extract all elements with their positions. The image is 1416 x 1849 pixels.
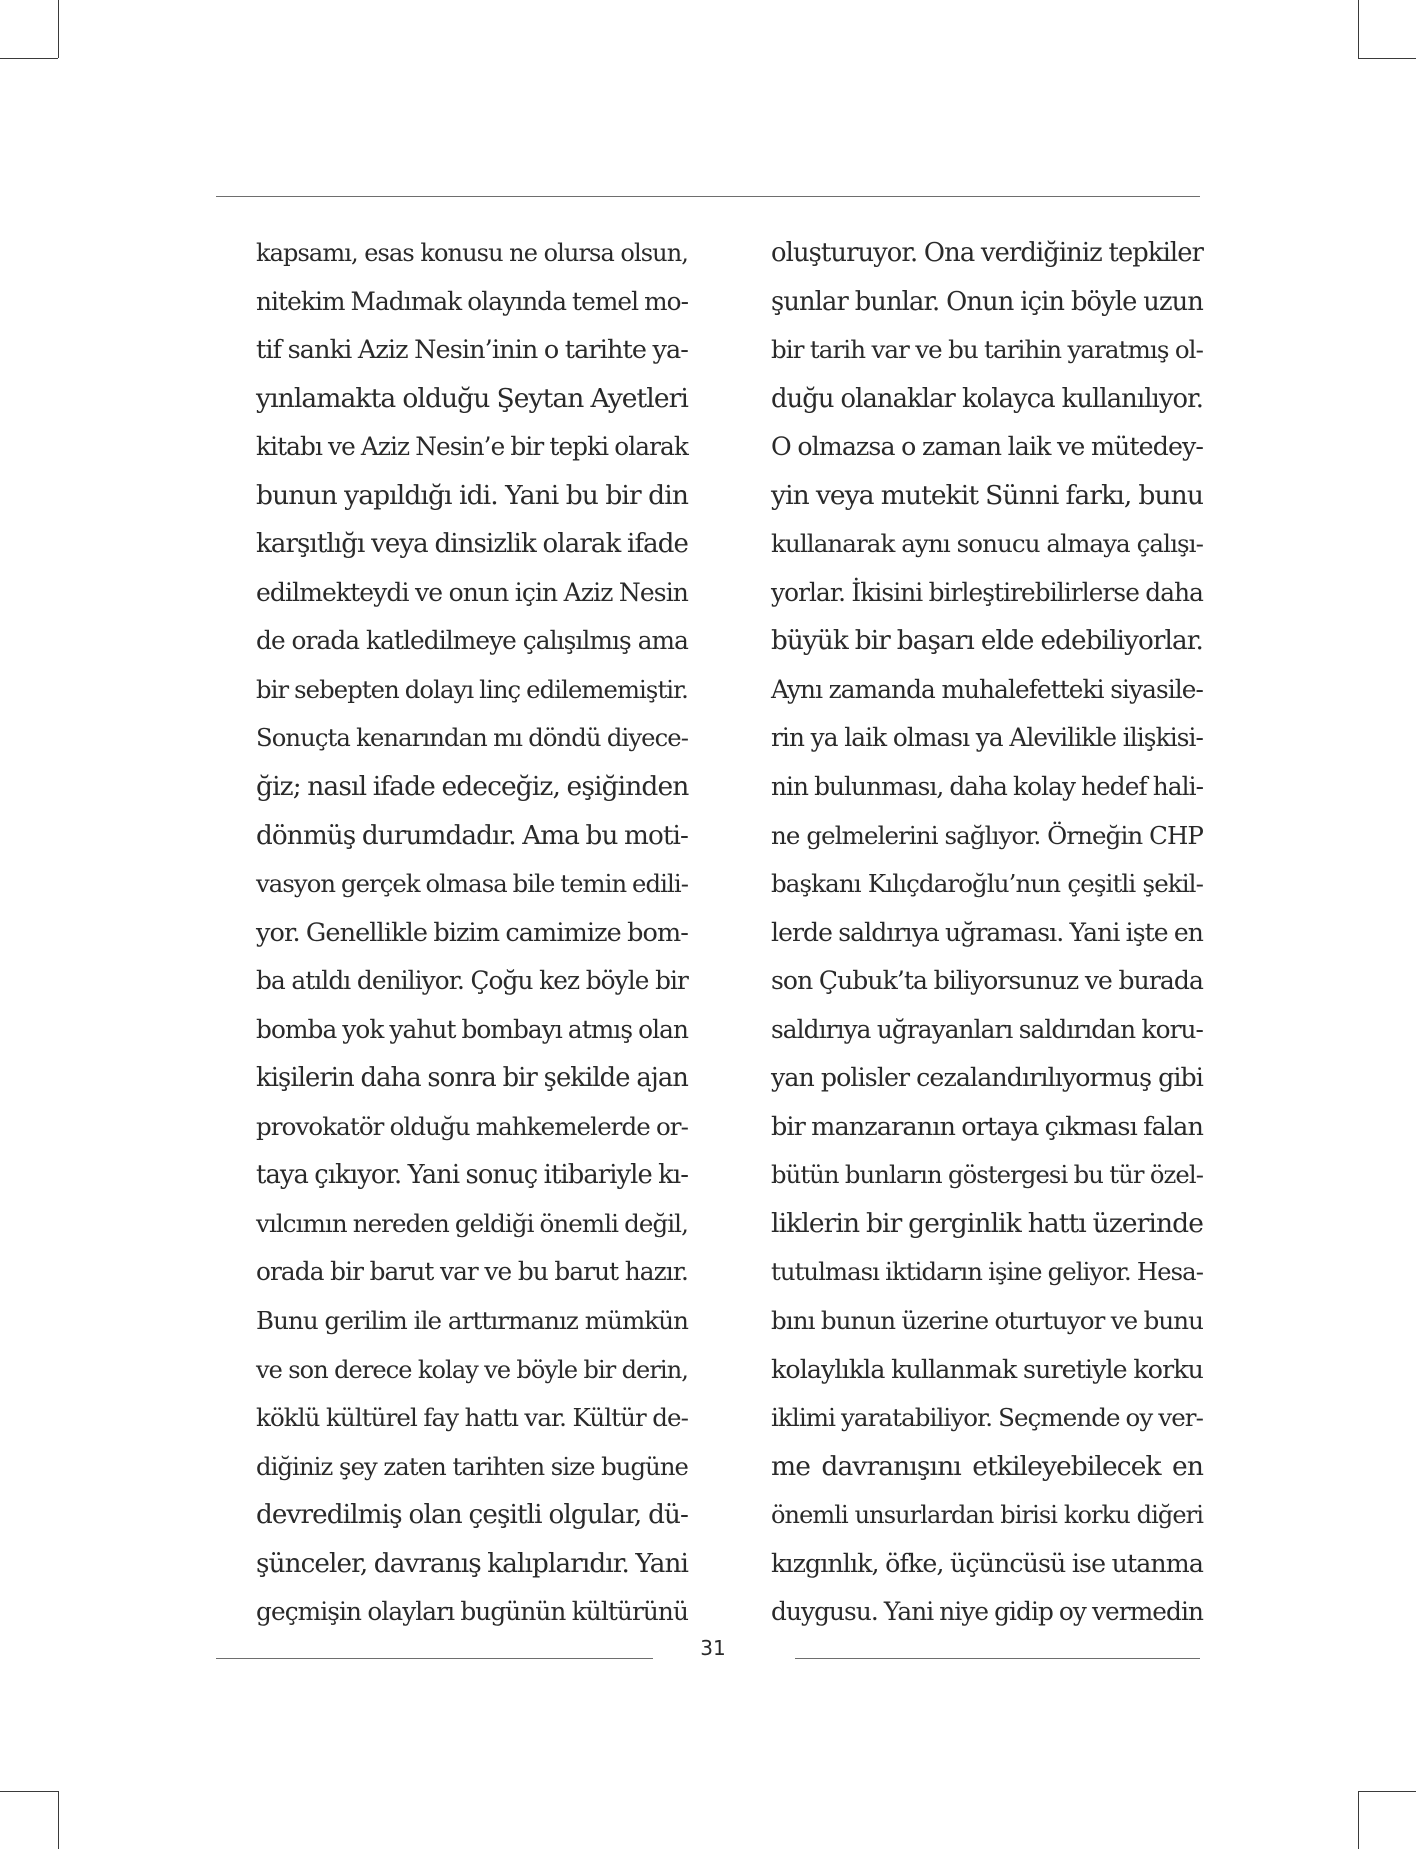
text-line: kullanarak aynı sonucu almaya çalışı-: [771, 529, 1203, 559]
text-line: diğiniz şey zaten tarihten size bugüne: [256, 1451, 688, 1481]
text-line: şunlar bunlar. Onun için böyle uzun: [771, 286, 1203, 317]
text-line: kişilerin daha sonra bir şekilde ajan: [256, 1063, 688, 1094]
text-line: nin bulunması, daha kolay hedef hali-: [771, 772, 1204, 802]
text-line: bir manzaranın ortaya çıkması falan: [771, 1111, 1203, 1142]
text-line: önemli unsurlardan birisi korku diğeri: [771, 1501, 1203, 1530]
text-line: tif sanki Aziz Nesin’inin o tarihte ya-: [256, 335, 688, 366]
crop-mark-top-left-horizontal: [0, 58, 58, 59]
crop-mark-bottom-right-horizontal: [1358, 1791, 1416, 1792]
crop-mark-bottom-left-horizontal: [0, 1791, 58, 1792]
text-line: Bunu gerilim ile arttırmanız mümkün: [256, 1306, 688, 1336]
text-line: ne gelmelerini sağlıyor. Örneğin CHP: [771, 820, 1203, 850]
text-line: bomba yok yahut bombayı atmış olan: [256, 1014, 689, 1044]
text-line: vılcımın nereden geldiği önemli değil,: [256, 1208, 688, 1238]
crop-mark-top-right-vertical: [1358, 0, 1359, 58]
text-line: ba atıldı deniliyor. Çoğu kez böyle bir: [256, 966, 688, 996]
text-line: duğu olanaklar kolayca kullanılıyor.: [771, 383, 1203, 414]
text-line: devredilmiş olan çeşitli olgular, dü-: [256, 1500, 688, 1531]
text-line: orada bir barut var ve bu barut hazır.: [256, 1257, 688, 1287]
text-line: edilmekteydi ve onun için Aziz Nesin: [256, 577, 688, 607]
text-line: yin veya mutekit Sünni farkı, bunu: [771, 479, 1203, 511]
text-line: Sonuçta kenarından mı döndü diyece-: [256, 723, 688, 753]
text-line: şünceler, davranış kalıplarıdır. Yani: [256, 1548, 689, 1579]
crop-mark-bottom-right-vertical: [1358, 1791, 1359, 1849]
text-line: oluşturuyor. Ona verdiğiniz tepkiler: [771, 238, 1203, 268]
footer-rule-left: [216, 1658, 653, 1659]
text-line: kapsamı, esas konusu ne olursa olsun,: [256, 239, 688, 267]
header-rule: [216, 196, 1200, 197]
text-line: kızgınlık, öfke, üçüncüsü ise utanma: [771, 1548, 1203, 1578]
text-line: bını bunun üzerine oturtuyor ve bunu: [771, 1306, 1203, 1336]
text-line: bir tarih var ve bu tarihin yaratmış ol-: [771, 335, 1203, 365]
text-line: büyük bir başarı elde edebiliyorlar.: [771, 626, 1203, 657]
text-line: yınlamakta olduğu Şeytan Ayetleri: [256, 382, 688, 414]
text-line: yor. Genellikle bizim camimize bom-: [256, 917, 688, 948]
left-text-column: [256, 229, 688, 1637]
text-line: son Çubuk’ta biliyorsunuz ve burada: [771, 966, 1203, 996]
text-line: Aynı zamanda muhalefetteki siyasile-: [771, 674, 1203, 704]
page-number: 31: [700, 1636, 726, 1660]
text-line: yan polisler cezalandırılıyormuş gibi: [771, 1063, 1203, 1093]
text-line: bütün bunların göstergesi bu tür özel-: [771, 1160, 1203, 1190]
footer-rule-right: [795, 1658, 1200, 1659]
text-line: geçmişin olayları bugünün kültürünü: [256, 1597, 688, 1627]
text-line: ğiz; nasıl ifade edeceğiz, eşiğinden: [256, 771, 689, 803]
text-line: me davranışını etkileyebilecek en: [771, 1450, 1203, 1482]
text-line: yorlar. İkisini birleştirebilirlerse daha: [771, 577, 1203, 607]
text-line: de orada katledilmeye çalışılmış ama: [256, 626, 688, 656]
crop-mark-top-right-horizontal: [1358, 58, 1416, 59]
crop-mark-bottom-left-vertical: [58, 1791, 59, 1849]
text-line: taya çıkıyor. Yani sonuç itibariyle kı-: [256, 1160, 688, 1191]
text-line: tutulması iktidarın işine geliyor. Hesa-: [771, 1257, 1203, 1287]
text-line: karşıtlığı veya dinsizlik olarak ifade: [256, 529, 688, 560]
text-line: lerde saldırıya uğraması. Yani işte en: [771, 917, 1203, 947]
crop-mark-top-left-vertical: [58, 0, 59, 58]
text-line: nitekim Madımak olayında temel mo-: [256, 286, 689, 316]
right-text-column: [771, 229, 1203, 1637]
text-line: başkanı Kılıçdaroğlu’nun çeşitli şekil-: [771, 869, 1203, 899]
text-line: dönmüş durumdadır. Ama bu moti-: [256, 820, 688, 851]
text-line: liklerin bir gerginlik hattı üzerinde: [771, 1207, 1203, 1239]
text-line: bir sebepten dolayı linç edilememiştir.: [256, 674, 688, 704]
text-line: iklimi yaratabiliyor. Seçmende oy ver-: [771, 1403, 1203, 1433]
text-line: saldırıya uğrayanları saldırıdan koru-: [771, 1014, 1203, 1044]
text-line: rin ya laik olması ya Alevilikle ilişkisi-: [771, 723, 1203, 753]
text-line: vasyon gerçek olmasa bile temin edili-: [256, 869, 688, 899]
text-line: ve son derece kolay ve böyle bir derin,: [256, 1355, 688, 1384]
text-line: bunun yapıldığı idi. Yani bu bir din: [256, 479, 688, 511]
text-line: O olmazsa o zaman laik ve mütedey-: [771, 432, 1203, 462]
text-line: provokatör olduğu mahkemelerde or-: [256, 1111, 688, 1141]
text-line: kolaylıkla kullanmak suretiyle korku: [771, 1354, 1203, 1384]
text-line: kitabı ve Aziz Nesin’e bir tepki olarak: [256, 432, 688, 462]
text-line: köklü kültürel fay hattı var. Kültür de-: [256, 1403, 688, 1433]
text-line: duygusu. Yani niye gidip oy vermedin: [771, 1597, 1204, 1627]
